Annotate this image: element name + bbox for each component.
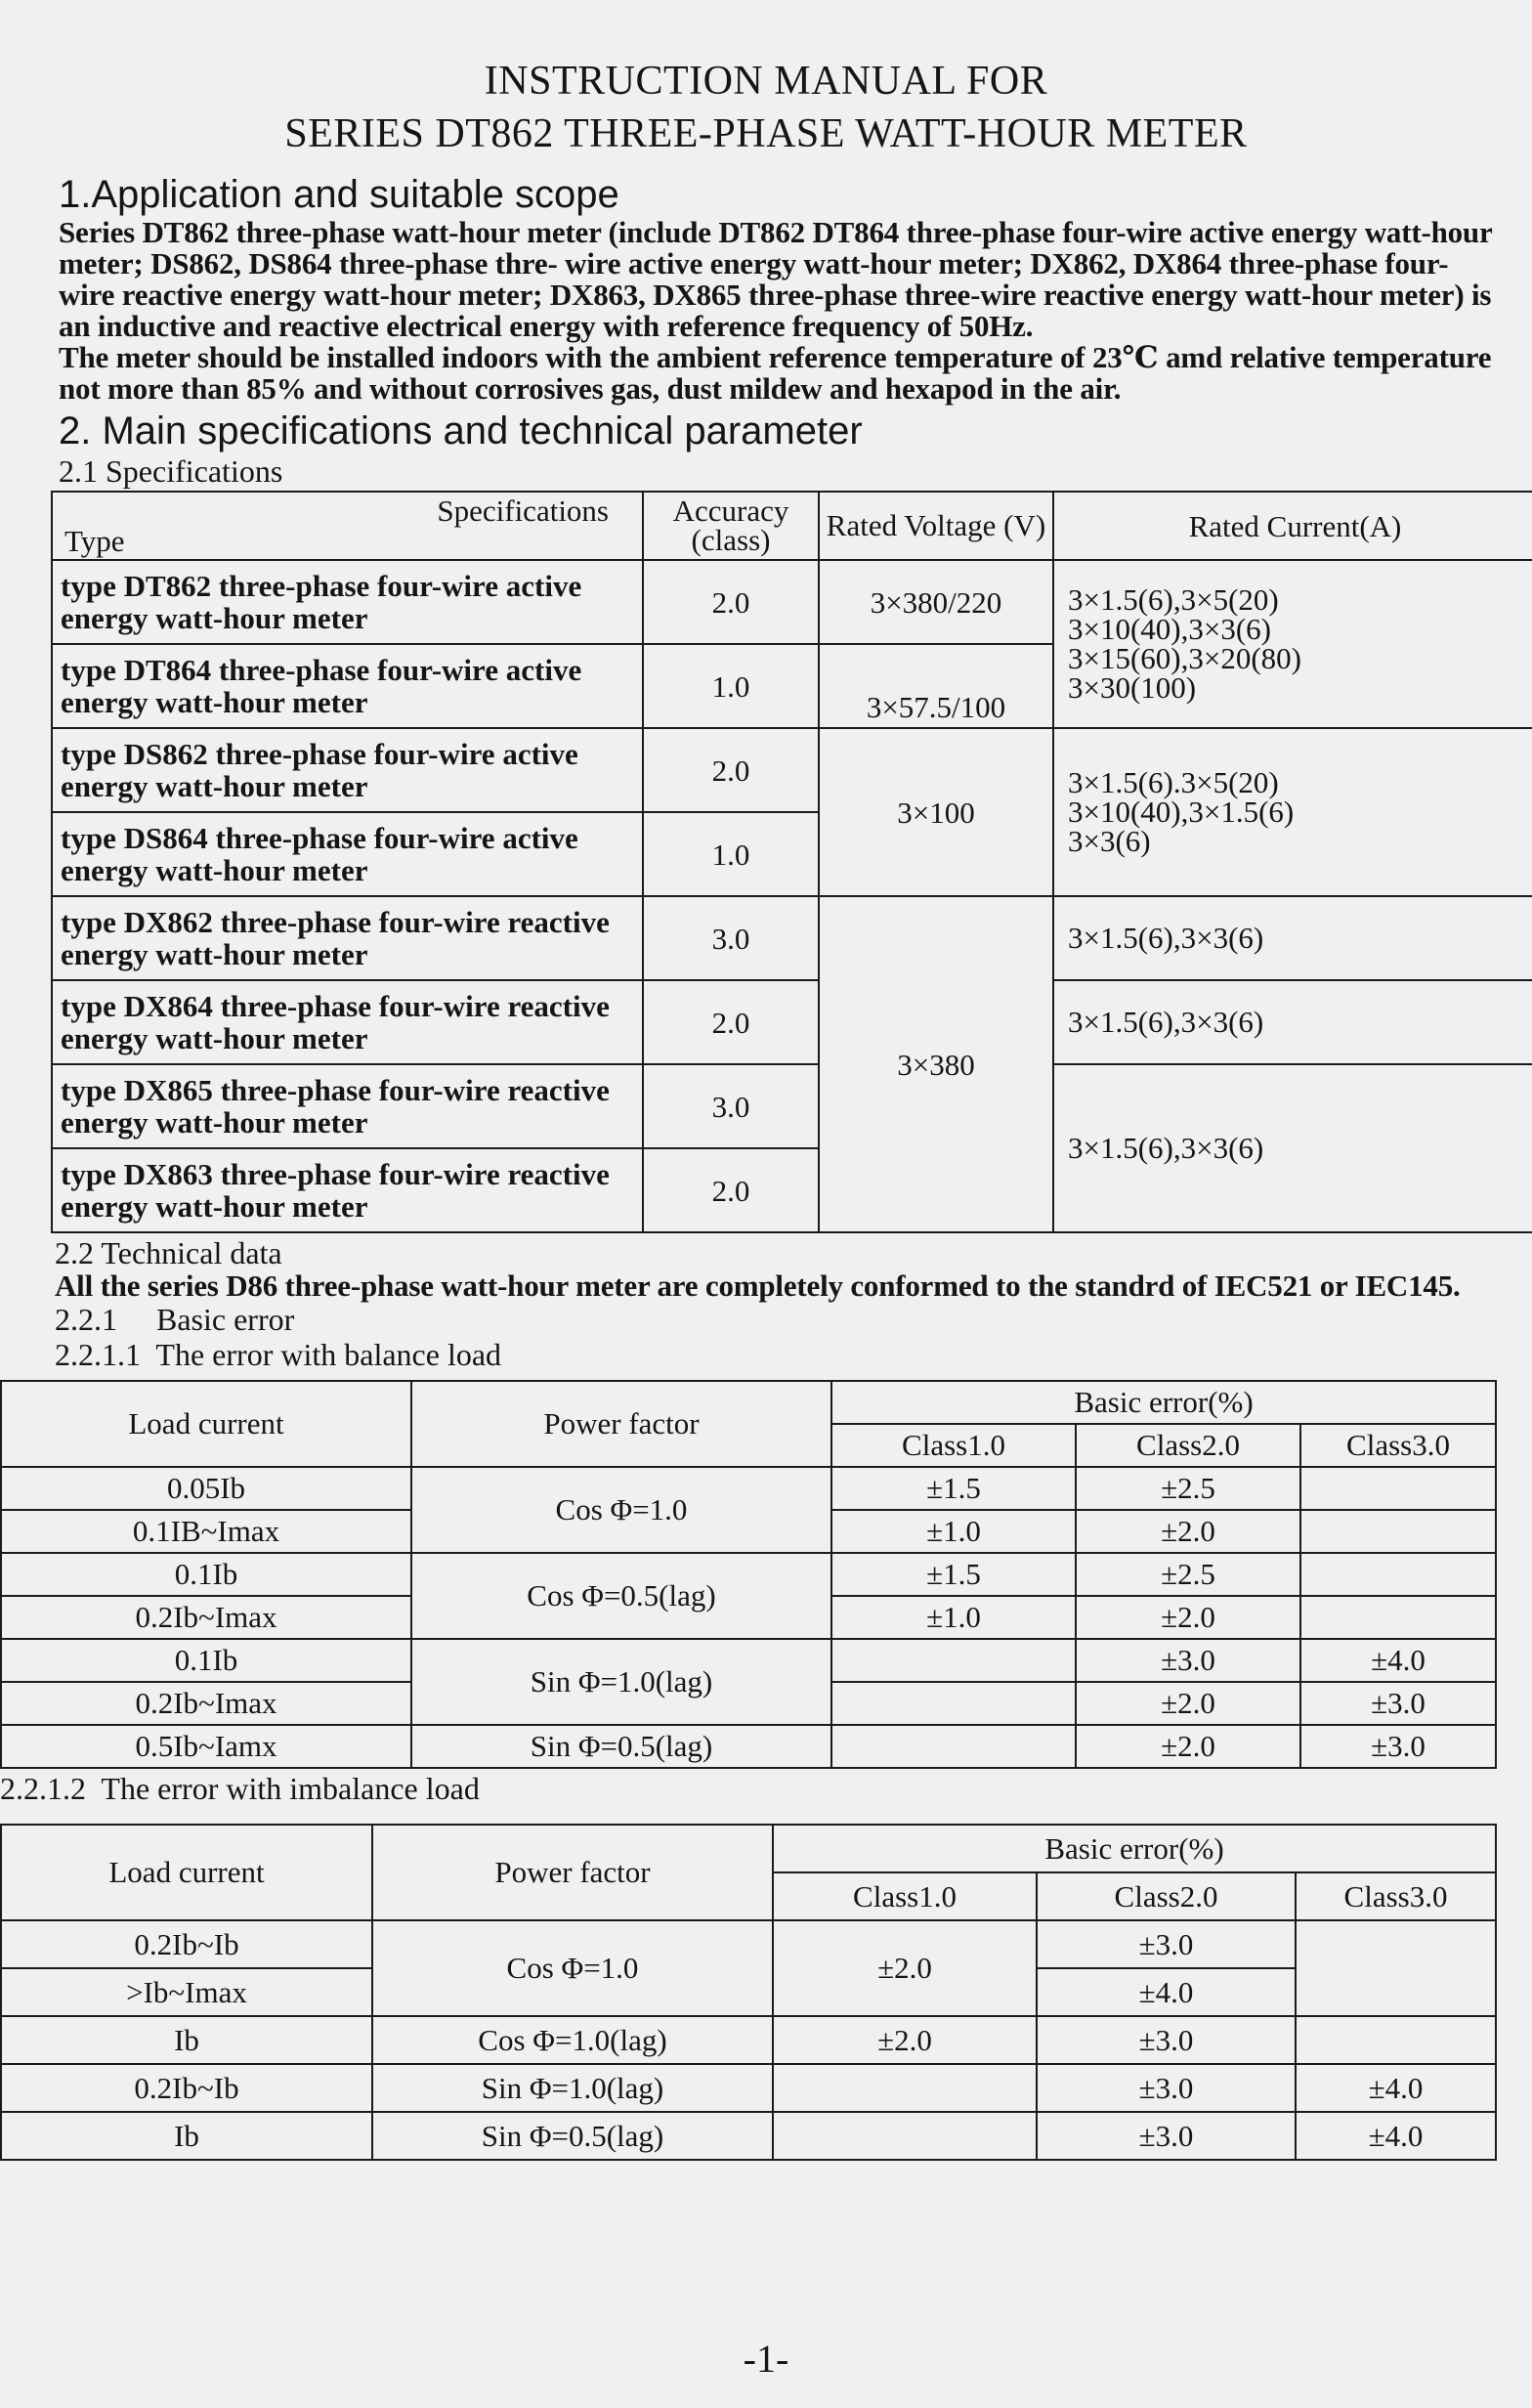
spec-accuracy: 1.0 xyxy=(643,812,819,896)
class3-empty xyxy=(1296,1920,1496,2016)
imbalance-header-class1: Class1.0 xyxy=(773,1872,1037,1920)
class1-value: ±1.5 xyxy=(831,1553,1076,1596)
spec-accuracy: 2.0 xyxy=(643,560,819,644)
load-current: >Ib~Imax xyxy=(1,1968,372,2016)
spec-current: 3×1.5(6),3×3(6) xyxy=(1053,1064,1532,1232)
table-row xyxy=(1,2064,1496,2112)
load-current: 0.2Ib~Ib xyxy=(1,2064,372,2112)
spec-header-accuracy: Accuracy (class) xyxy=(643,492,819,560)
class3-value xyxy=(1300,1510,1496,1553)
spec-row xyxy=(52,560,1532,644)
class1-empty xyxy=(773,2112,1037,2160)
class3-value xyxy=(1300,1596,1496,1639)
spec-accuracy: 3.0 xyxy=(643,1064,819,1148)
page-number: -1- xyxy=(743,2337,789,2381)
spec-row xyxy=(52,896,1532,980)
spec-current: 3×10(40),3×1.5(6) xyxy=(1068,795,1295,829)
spec-header-current: Rated Current(A) xyxy=(1053,492,1532,560)
subsection-2-2-1: 2.2.1 Basic error xyxy=(55,1302,295,1337)
specifications-table xyxy=(51,491,1532,1233)
class3-value: ±3.0 xyxy=(1300,1682,1496,1725)
class1-value: ±2.0 xyxy=(773,1920,1037,2016)
spec-type: type DS862 three-phase four-wire active energy watt-hour meter xyxy=(52,728,643,812)
spec-row xyxy=(52,728,1532,812)
class2-value: ±3.0 xyxy=(1076,1639,1300,1682)
class2-value: ±3.0 xyxy=(1037,2016,1296,2064)
spec-header-type: Type xyxy=(64,524,125,558)
imbalance-load-error-table xyxy=(0,1824,1497,2161)
balance-header-load-current: Load current xyxy=(1,1381,411,1467)
spec-header-type-cell xyxy=(52,492,643,560)
spec-type: type DT864 three-phase four-wire active energy watt-hour meter xyxy=(52,644,643,728)
spec-type: type DX864 three-phase four-wire reactive energy watt-hour meter xyxy=(52,980,643,1064)
balance-load-error-table xyxy=(0,1380,1497,1769)
spec-current: 3×1.5(6),3×3(6) xyxy=(1053,896,1532,980)
section-1-para-2: The meter should be installed indoors with the ambient reference temperature of 23℃ amd relative temperature not more than 85% and without corrosives gas, dust mildew and hexapod in the air. xyxy=(59,340,1492,406)
class2-value: ±2.0 xyxy=(1076,1596,1300,1639)
spec-accuracy: 2.0 xyxy=(643,980,819,1064)
power-factor: Sin Φ=0.5(lag) xyxy=(411,1725,831,1768)
spec-current: 3×10(40),3×3(6) xyxy=(1068,612,1272,646)
class3-value xyxy=(1300,1553,1496,1596)
section-1-para-1: Series DT862 three-phase watt-hour meter (include DT862 DT864 three-phase four-wire active energy watt-hour meter; DS862, DS864 three-phase thre- wire active energy watt-hour meter; DX862, DX864 three-phase four-wire reactive energy watt-hour meter; DX863, DX865 three-phase three-wire reactive energy watt-hour meter) is an inductive and reactive electrical energy with reference frequency of 50Hz. xyxy=(59,215,1492,343)
power-factor: Cos Φ=0.5(lag) xyxy=(411,1553,831,1639)
class2-value: ±2.5 xyxy=(1076,1467,1300,1510)
spec-type: type DS864 three-phase four-wire active energy watt-hour meter xyxy=(52,812,643,896)
imbalance-header-row xyxy=(1,1825,1496,1872)
class1-value xyxy=(831,1725,1076,1768)
class1-value: ±2.0 xyxy=(773,2016,1037,2064)
spec-row xyxy=(52,1064,1532,1148)
table-row xyxy=(1,2112,1496,2160)
class1-value: ±1.0 xyxy=(831,1596,1076,1639)
imbalance-header-load-current: Load current xyxy=(1,1825,372,1920)
spec-voltage: 3×100 xyxy=(819,728,1053,896)
spec-accuracy: 1.0 xyxy=(643,644,819,728)
class2-value: ±3.0 xyxy=(1037,2064,1296,2112)
spec-header-voltage: Rated Voltage (V) xyxy=(819,492,1053,560)
class1-empty xyxy=(773,2064,1037,2112)
balance-header-class3: Class3.0 xyxy=(1300,1424,1496,1467)
spec-header-specifications: Specifications xyxy=(437,494,609,528)
load-current: 0.2Ib~Imax xyxy=(1,1682,411,1725)
spec-accuracy: 2.0 xyxy=(643,728,819,812)
imbalance-header-class2: Class2.0 xyxy=(1037,1872,1296,1920)
section-2-heading: 2. Main specifications and technical parameter xyxy=(59,409,863,452)
table-row xyxy=(1,1467,1496,1510)
imbalance-header-power-factor: Power factor xyxy=(372,1825,773,1920)
spec-current: 3×1.5(6).3×5(20) xyxy=(1068,765,1279,799)
class2-value: ±4.0 xyxy=(1037,1968,1296,2016)
class3-value: ±4.0 xyxy=(1296,2064,1496,2112)
class3-value xyxy=(1300,1467,1496,1510)
class2-value: ±3.0 xyxy=(1037,1920,1296,1968)
load-current: Ib xyxy=(1,2016,372,2064)
load-current: 0.1IB~Imax xyxy=(1,1510,411,1553)
imbalance-header-class3: Class3.0 xyxy=(1296,1872,1496,1920)
balance-header-row xyxy=(1,1381,1496,1424)
load-current: 0.1Ib xyxy=(1,1553,411,1596)
power-factor: Sin Φ=0.5(lag) xyxy=(372,2112,773,2160)
spec-accuracy: 3.0 xyxy=(643,896,819,980)
class3-value: ±4.0 xyxy=(1296,2112,1496,2160)
power-factor: Cos Φ=1.0 xyxy=(411,1467,831,1553)
class3-empty xyxy=(1296,2016,1496,2064)
title-line-2: SERIES DT862 THREE-PHASE WATT-HOUR METER xyxy=(284,111,1248,156)
spec-header-row xyxy=(52,492,1532,560)
class2-value: ±2.0 xyxy=(1076,1510,1300,1553)
spec-current: 3×30(100) xyxy=(1068,670,1197,705)
load-current: 0.2Ib~Ib xyxy=(1,1920,372,1968)
subsection-2-1: 2.1 Specifications xyxy=(59,453,283,489)
spec-voltage: 3×57.5/100 xyxy=(819,644,1053,728)
load-current: 0.5Ib~Iamx xyxy=(1,1725,411,1768)
class1-value: ±1.5 xyxy=(831,1467,1076,1510)
spec-voltage: 3×380 xyxy=(819,896,1053,1232)
table-row xyxy=(1,1639,1496,1682)
balance-header-class2: Class2.0 xyxy=(1076,1424,1300,1467)
table-row xyxy=(1,1725,1496,1768)
subsection-2-2-1-2: 2.2.1.2 The error with imbalance load xyxy=(0,1771,480,1806)
class1-value xyxy=(831,1639,1076,1682)
load-current: Ib xyxy=(1,2112,372,2160)
spec-current: 3×15(60),3×20(80) xyxy=(1068,641,1302,675)
class2-value: ±2.0 xyxy=(1076,1682,1300,1725)
spec-type: type DX863 three-phase four-wire reactive energy watt-hour meter xyxy=(52,1148,643,1232)
table-row xyxy=(1,1553,1496,1596)
subsection-2-2-1-1: 2.2.1.1 The error with balance load xyxy=(55,1337,502,1372)
balance-header-basic-error: Basic error(%) xyxy=(831,1381,1496,1424)
spec-row xyxy=(52,980,1532,1064)
balance-header-class1: Class1.0 xyxy=(831,1424,1076,1467)
load-current: 0.05Ib xyxy=(1,1467,411,1510)
power-factor: Cos Φ=1.0(lag) xyxy=(372,2016,773,2064)
power-factor: Cos Φ=1.0 xyxy=(372,1920,773,2016)
class3-value: ±4.0 xyxy=(1300,1639,1496,1682)
spec-accuracy: 2.0 xyxy=(643,1148,819,1232)
spec-current: 3×3(6) xyxy=(1068,824,1151,858)
title-line-1: INSTRUCTION MANUAL FOR xyxy=(484,59,1048,104)
class2-value: ±2.5 xyxy=(1076,1553,1300,1596)
subsection-2-2: 2.2 Technical data xyxy=(55,1235,282,1270)
load-current: 0.2Ib~Imax xyxy=(1,1596,411,1639)
spec-current-group-1 xyxy=(1053,560,1532,728)
power-factor: Sin Φ=1.0(lag) xyxy=(372,2064,773,2112)
class2-value: ±3.0 xyxy=(1037,2112,1296,2160)
spec-current: 3×1.5(6),3×3(6) xyxy=(1053,980,1532,1064)
class3-value: ±3.0 xyxy=(1300,1725,1496,1768)
spec-voltage: 3×380/220 xyxy=(819,560,1053,644)
table-row xyxy=(1,2016,1496,2064)
class1-value: ±1.0 xyxy=(831,1510,1076,1553)
spec-type: type DT862 three-phase four-wire active energy watt-hour meter xyxy=(52,560,643,644)
power-factor: Sin Φ=1.0(lag) xyxy=(411,1639,831,1725)
load-current: 0.1Ib xyxy=(1,1639,411,1682)
section-2-2-para: All the series D86 three-phase watt-hour meter are completely conformed to the standrd of IEC521 or IEC145. xyxy=(55,1268,1461,1303)
spec-current: 3×1.5(6),3×5(20) xyxy=(1068,582,1279,617)
spec-type: type DX862 three-phase four-wire reactive energy watt-hour meter xyxy=(52,896,643,980)
class2-value: ±2.0 xyxy=(1076,1725,1300,1768)
spec-type: type DX865 three-phase four-wire reactive energy watt-hour meter xyxy=(52,1064,643,1148)
table-row xyxy=(1,1920,1496,1968)
balance-header-power-factor: Power factor xyxy=(411,1381,831,1467)
spec-current-group-2 xyxy=(1053,728,1532,896)
section-1-heading: 1.Application and suitable scope xyxy=(59,173,619,216)
class1-value xyxy=(831,1682,1076,1725)
imbalance-header-basic-error: Basic error(%) xyxy=(773,1825,1496,1872)
